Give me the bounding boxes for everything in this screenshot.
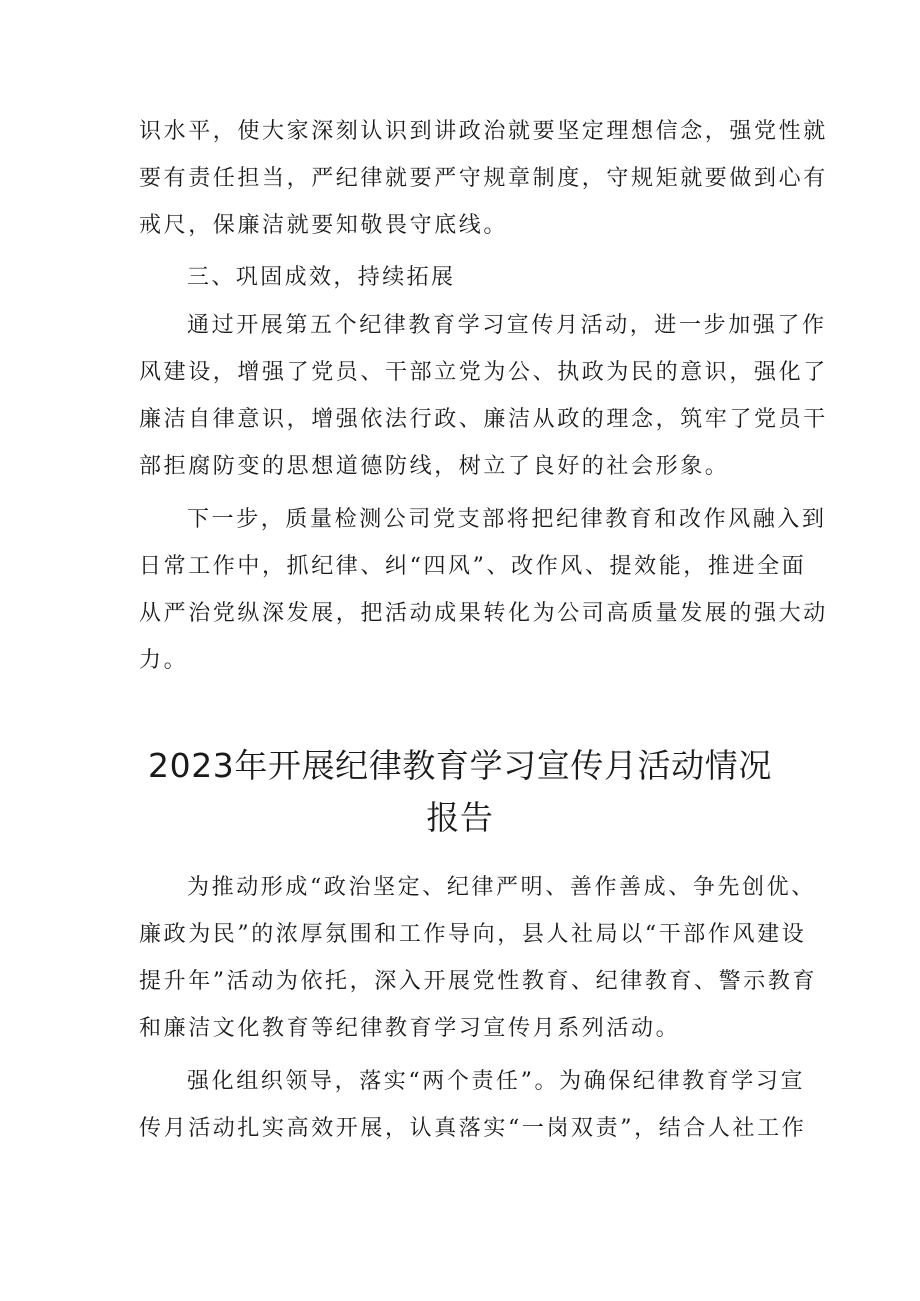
paragraph-line: 廉洁自律意识，增强依法行政、廉洁从政的理念，筑牢了党员干 [139, 407, 828, 432]
leadership-paragraph [139, 1058, 807, 1152]
paragraph-line: 要有责任担当，严纪律就要严守规章制度，守规矩就要做到心有 [139, 166, 828, 191]
paragraph-line: 从严治党纵深发展，把活动成果转化为公司高质量发展的强大动 [139, 601, 828, 626]
paragraph-line: 部拒腐防变的思想道德防线，树立了良好的社会形象。 [139, 454, 730, 479]
paragraph-line: 传月活动扎实高效开展，认真落实“一岗双责”，结合人社工作 [139, 1116, 807, 1141]
results-paragraph [139, 302, 828, 490]
paragraph-line: 为推动形成“政治坚定、纪律严明、善作善成、争先创优、 [187, 875, 816, 900]
paragraph-line: 强化组织领导，落实“两个责任”。为确保纪律教育学习宣 [187, 1069, 806, 1094]
section-heading: 三、巩固成效，持续拓展 [187, 265, 456, 290]
paragraph-line: 风建设，增强了党员、干部立党为公、执政为民的意识，强化了 [139, 360, 828, 385]
paragraph-line: 提升年”活动为依托，深入开展党性教育、纪律教育、警示教育 [139, 969, 818, 994]
paragraph-line: 下一步，质量检测公司党支部将把纪律教育和改作风融入到 [187, 507, 827, 532]
report-title-line: 2023年开展纪律教育学习宣传月活动情况 [148, 746, 772, 785]
paragraph-line: 戒尺，保廉洁就要知敬畏守底线。 [139, 213, 509, 238]
continued-paragraph [139, 108, 828, 249]
paragraph-line: 通过开展第五个纪律教育学习宣传月活动，进一步加强了作 [187, 313, 827, 338]
paragraph-line: 日常工作中，抓纪律、纠“四风”、改作风、提效能，推进全面 [139, 554, 807, 579]
paragraph-line: 力。 [139, 648, 189, 673]
paragraph-line: 和廉洁文化教育等纪律教育学习宣传月系列活动。 [139, 1016, 681, 1041]
report-title [60, 740, 860, 844]
paragraph-line: 识水平，使大家深刻认识到讲政治就要坚定理想信念，强党性就 [139, 119, 828, 144]
report-title-line: 报告 [426, 798, 494, 837]
paragraph-line: 廉政为民”的浓厚氛围和工作导向，县人社局以“干部作风建设 [139, 922, 807, 947]
next-step-paragraph [139, 496, 828, 684]
intro-paragraph [139, 864, 818, 1052]
